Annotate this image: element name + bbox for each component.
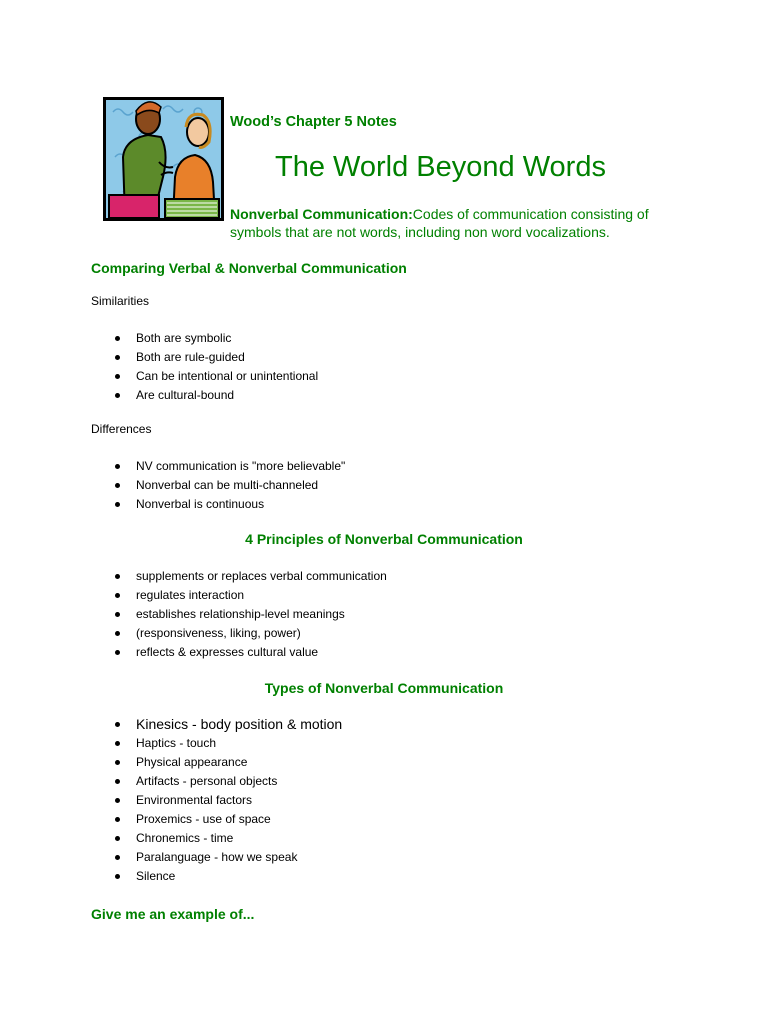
definition-paragraph <box>230 205 675 241</box>
list-item: reflects & expresses cultural value <box>136 643 387 662</box>
list-item: Can be intentional or unintentional <box>136 367 318 386</box>
list-item: Are cultural-bound <box>136 386 318 405</box>
list-item: Haptics - touch <box>136 734 342 753</box>
list-item: Nonverbal is continuous <box>136 495 345 514</box>
definition-term: Nonverbal Communication: <box>230 206 413 222</box>
list-item: Kinesics - body position & motion <box>136 716 343 732</box>
section-heading-example: Give me an example of... <box>91 906 255 922</box>
list-item: establishes relationship-level meanings <box>136 605 387 624</box>
list-item: regulates interaction <box>136 586 387 605</box>
list-item: Artifacts - personal objects <box>136 772 342 791</box>
notes-title: Wood’s Chapter 5 Notes <box>230 114 397 130</box>
section-heading-principles: 4 Principles of Nonverbal Communication <box>245 531 523 547</box>
list-item: Chronemics - time <box>136 829 342 848</box>
section-heading-comparing: Comparing Verbal & Nonverbal Communication <box>91 260 407 276</box>
section-heading-types: Types of Nonverbal Communication <box>264 680 504 696</box>
conversation-clipart-image <box>103 97 224 221</box>
list-item: Both are symbolic <box>136 329 318 348</box>
definition-text: Codes of communication consisting of symbols that are not words, including non word vocalizations. <box>230 206 649 240</box>
similarities-label: Similarities <box>91 294 150 308</box>
similarities-list <box>0 329 318 405</box>
differences-list <box>0 457 345 514</box>
list-item: NV communication is "more believable" <box>136 457 345 476</box>
list-item: Proxemics - use of space <box>136 810 342 829</box>
types-list <box>0 714 342 886</box>
list-item: Nonverbal can be multi-channeled <box>136 476 345 495</box>
differences-label: Differences <box>91 422 152 436</box>
list-item: Paralanguage - how we speak <box>136 848 342 867</box>
list-item: Both are rule-guided <box>136 348 318 367</box>
principles-list <box>0 567 387 662</box>
list-item: Environmental factors <box>136 791 342 810</box>
list-item: Silence <box>136 867 342 886</box>
list-item: supplements or replaces verbal communication <box>136 567 387 586</box>
page-title: The World Beyond Words <box>275 151 606 183</box>
list-item: (responsiveness, liking, power) <box>136 624 387 643</box>
list-item: Physical appearance <box>136 753 342 772</box>
